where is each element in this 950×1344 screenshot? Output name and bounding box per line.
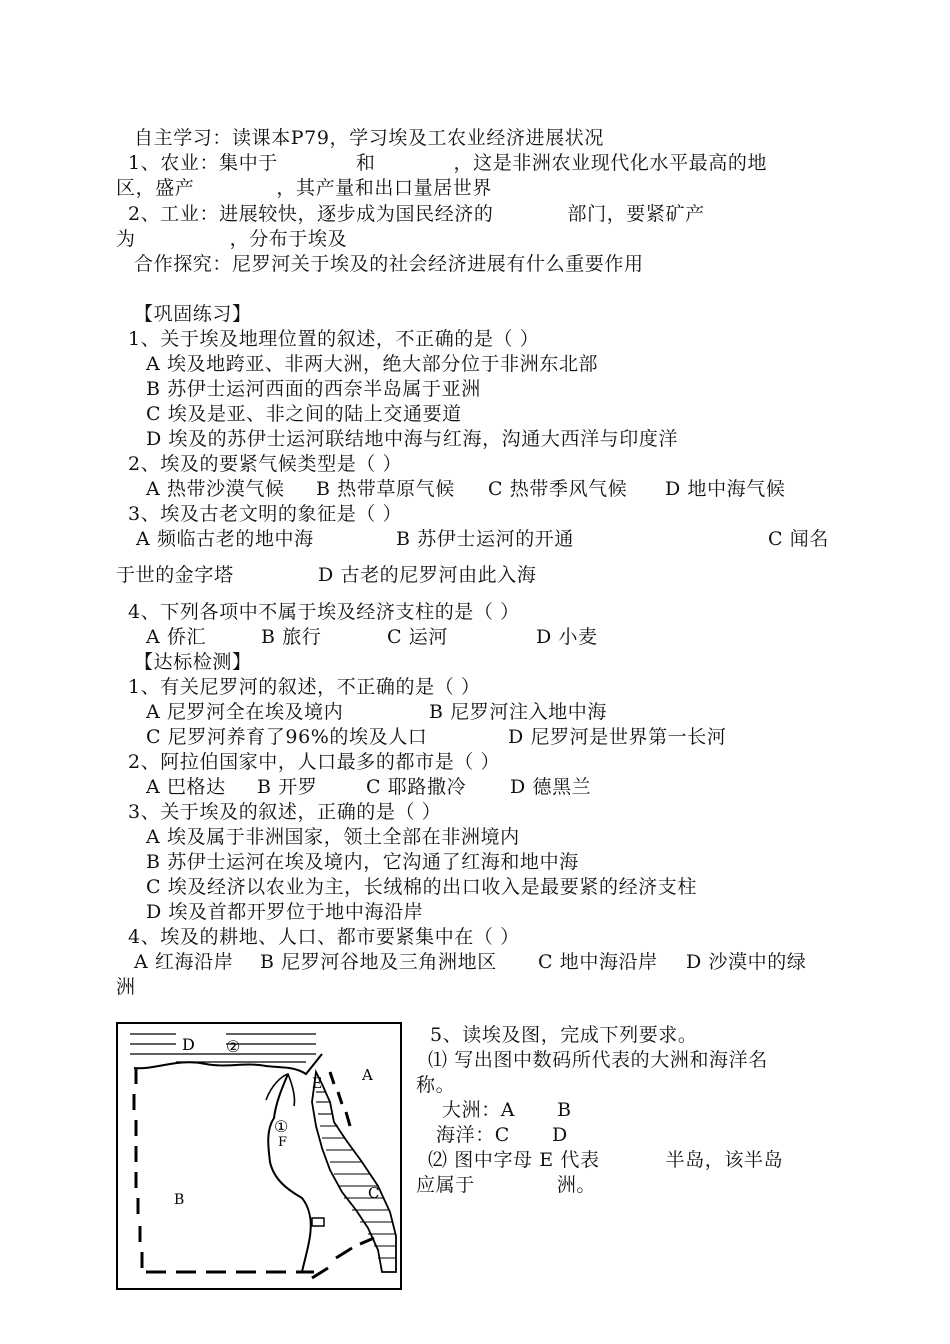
map-label-E: E: [312, 1076, 323, 1092]
test-question-3: 3、关于埃及的叙述，正确的是（ ）: [128, 801, 442, 823]
question-1: 1、关于埃及地理位置的叙述，不正确的是（ ）: [128, 328, 540, 350]
question-3: 3、埃及古老文明的象征是（ ）: [128, 503, 403, 525]
agri-text-b: 和: [355, 152, 376, 174]
option-1d[interactable]: D 埃及的苏伊士运河联结地中海与红海，沟通大西洋与印度洋: [146, 428, 679, 450]
option-3c-cont: 于世的金字塔: [116, 564, 234, 586]
option-2c[interactable]: C 热带季风气候: [488, 478, 628, 500]
agri-text-c: ，这是非洲农业现代化水平最高的地: [453, 152, 768, 174]
q5-part1-cont: 称。: [416, 1074, 456, 1096]
ind-text-b: 部门，要紧矿产: [567, 203, 705, 225]
test-option-3d[interactable]: D 埃及首都开罗位于地中海沿岸: [146, 901, 424, 923]
option-4c[interactable]: C 运河: [387, 626, 448, 648]
test-option-1d[interactable]: D 尼罗河是世界第一长河: [508, 726, 727, 748]
map-label-F: F: [278, 1135, 288, 1150]
q5-continents: [442, 1098, 572, 1122]
ind-text-d: ，分布于埃及: [229, 228, 348, 250]
ocean-d-label: D: [551, 1124, 568, 1146]
test-option-4d[interactable]: D 沙漠中的绿: [686, 951, 807, 973]
agriculture-line-2: [116, 176, 492, 200]
option-2a[interactable]: A 热带沙漠气候: [146, 478, 285, 500]
industry-line: [128, 202, 705, 226]
self-study-title: 自主学习：读课本P79，学习埃及工农业经济进展状况: [134, 127, 604, 149]
test-option-4a[interactable]: A 红海沿岸: [134, 951, 234, 973]
q5-part2-text-c: 应属于: [416, 1174, 475, 1196]
cooperative-inquiry: 合作探究：尼罗河关于埃及的社会经济进展有什么重要作用: [134, 253, 644, 275]
ocean-label: 海洋：C: [436, 1124, 510, 1146]
q5-part2-cont: [416, 1173, 596, 1197]
map-label-2: ②: [226, 1037, 241, 1056]
test-option-1a[interactable]: A 尼罗河全在埃及境内: [146, 701, 344, 723]
agriculture-line: [128, 151, 767, 175]
industry-line-2: [116, 227, 347, 251]
q5-part2-text-b: 半岛，该半岛: [665, 1149, 784, 1171]
map-label-B: B: [174, 1192, 185, 1208]
option-4d[interactable]: D 小麦: [536, 626, 598, 648]
option-3b[interactable]: B 苏伊士运河的开通: [396, 528, 575, 550]
ind-text-c: 为: [116, 228, 136, 250]
map-label-1: ①: [274, 1117, 289, 1136]
test-option-4c[interactable]: C 地中海沿岸: [538, 951, 658, 973]
test-question-4: 4、埃及的耕地、人口、都市要紧集中在（ ）: [128, 926, 520, 948]
q5-part1: ⑴ 写出图中数码所代表的大洲和海洋名: [428, 1049, 768, 1071]
test-option-2b[interactable]: B 开罗: [257, 776, 318, 798]
option-3d[interactable]: D 古老的尼罗河由此入海: [318, 564, 537, 586]
test-question-5: 5、读埃及图，完成下列要求。: [430, 1024, 698, 1046]
agri-text-a: 1、农业：集中于: [128, 152, 278, 174]
option-4b[interactable]: B 旅行: [261, 626, 322, 648]
continent-label: 大洲：A: [442, 1099, 516, 1121]
q5-part2: [428, 1148, 783, 1172]
option-3a[interactable]: A 频临古老的地中海: [136, 528, 314, 550]
option-3c[interactable]: C 闻名: [768, 528, 829, 550]
test-question-1: 1、有关尼罗河的叙述，不正确的是（ ）: [128, 676, 481, 698]
option-1a[interactable]: A 埃及地跨亚、非两大洲，绝大部分位于非洲东北部: [146, 353, 599, 375]
test-option-2c[interactable]: C 耶路撒冷: [366, 776, 467, 798]
ind-text-a: 2、工业：进展较快，逐步成为国民经济的: [128, 203, 494, 225]
test-question-2: 2、阿拉伯国家中，人口最多的都市是（ ）: [128, 751, 501, 773]
test-option-1c[interactable]: C 尼罗河养育了96%的埃及人口: [146, 726, 428, 748]
option-4a[interactable]: A 侨汇: [146, 626, 207, 648]
test-option-4d-cont: 洲: [116, 976, 136, 998]
q5-part2-text-d: 洲。: [556, 1174, 597, 1196]
section-heading-consolidate: 【巩固练习】: [134, 303, 252, 325]
question-2: 2、埃及的要紧气候类型是（ ）: [128, 453, 403, 475]
q5-oceans: [436, 1123, 568, 1147]
test-option-2a[interactable]: A 巴格达: [146, 776, 226, 798]
option-2d[interactable]: D 地中海气候: [665, 478, 786, 500]
test-option-3c[interactable]: C 埃及经济以农业为主，长绒棉的出口收入是最要紧的经济支柱: [146, 876, 697, 898]
test-option-3b[interactable]: B 苏伊士运河在埃及境内，它沟通了红海和地中海: [146, 851, 579, 873]
test-option-4b[interactable]: B 尼罗河谷地及三角洲地区: [260, 951, 497, 973]
test-option-1b[interactable]: B 尼罗河注入地中海: [429, 701, 608, 723]
option-1c[interactable]: C 埃及是亚、非之间的陆上交通要道: [146, 403, 462, 425]
test-option-3a[interactable]: A 埃及属于非洲国家，领土全部在非洲境内: [146, 826, 520, 848]
q5-part2-text-a: ⑵ 图中字母 E 代表: [428, 1149, 600, 1171]
section-heading-test: 【达标检测】: [134, 651, 252, 673]
map-label-C: C: [368, 1184, 380, 1202]
question-4: 4、下列各项中不属于埃及经济支柱的是（ ）: [128, 601, 520, 623]
agri-text-e: ，其产量和出口量居世界: [276, 177, 493, 199]
map-label-D: D: [182, 1035, 195, 1054]
test-option-2d[interactable]: D 德黑兰: [510, 776, 592, 798]
map-label-A: A: [362, 1066, 373, 1084]
continent-b-label: B: [557, 1099, 572, 1121]
option-1b[interactable]: B 苏伊士运河西面的西奈半岛属于亚洲: [146, 378, 481, 400]
egypt-map: [116, 1022, 402, 1290]
option-2b[interactable]: B 热带草原气候: [316, 478, 455, 500]
agri-text-d: 区，盛产: [116, 177, 195, 199]
